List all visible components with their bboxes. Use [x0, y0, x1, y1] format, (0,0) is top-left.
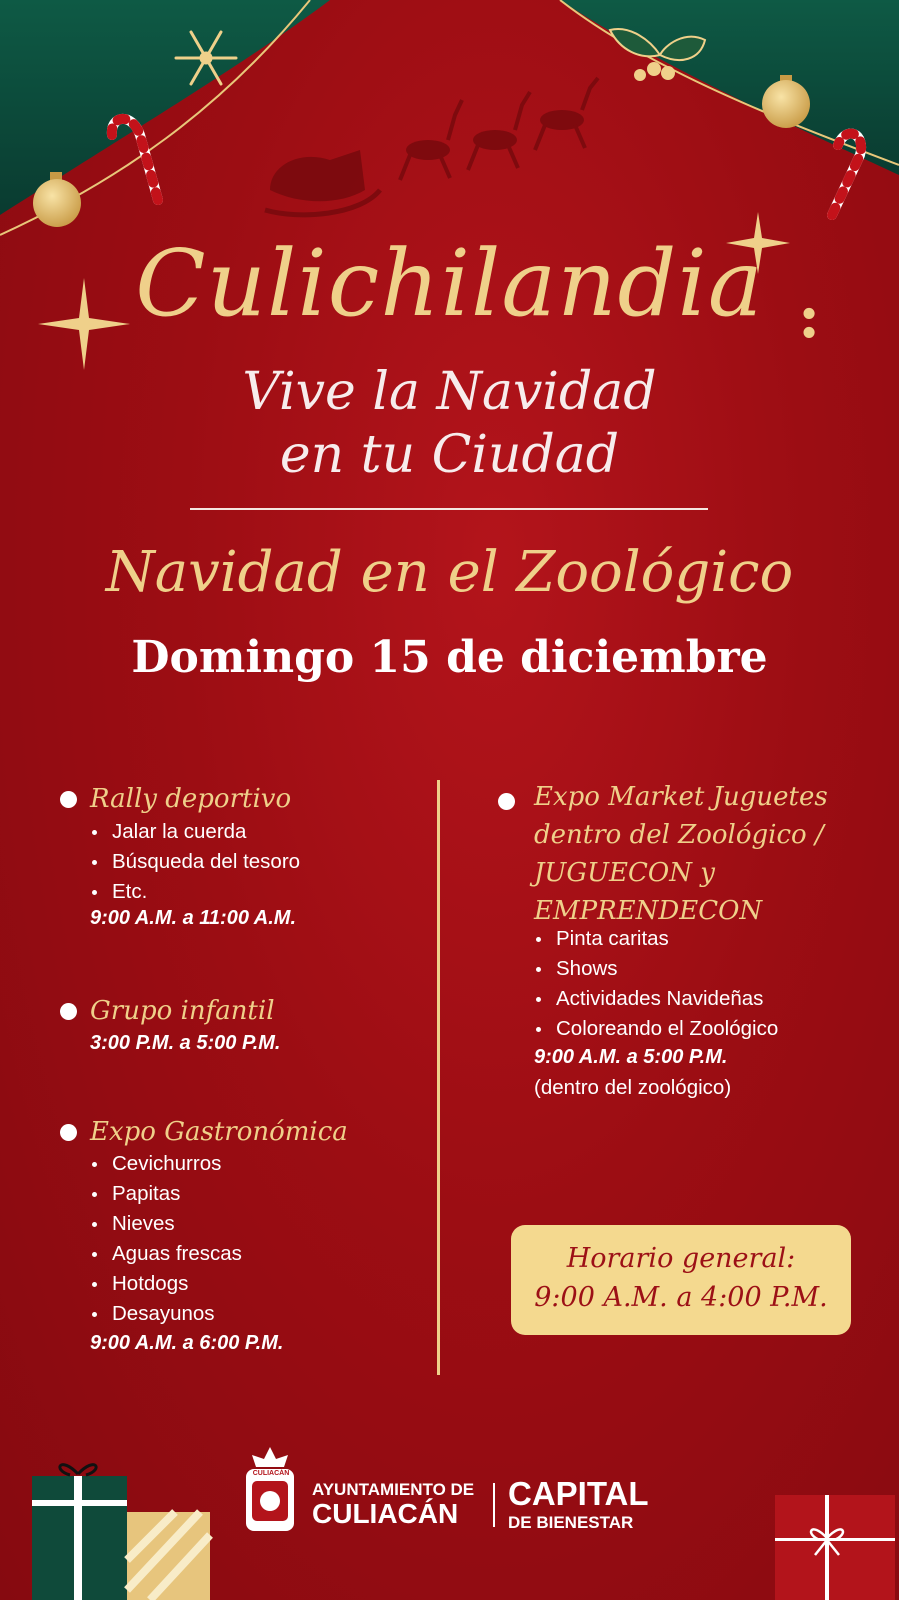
gift-box-right: [770, 1490, 899, 1600]
list-item: Actividades Navideñas: [534, 984, 778, 1014]
gift-boxes-left: [0, 1450, 220, 1600]
list-item: Pinta caritas: [534, 924, 778, 954]
expo-market-time: 9:00 A.M. a 5:00 P.M.: [534, 1046, 728, 1068]
section-bullet: [498, 793, 515, 810]
seal-text: CULIACÁN: [252, 1470, 290, 1477]
subtitle-line-2: en tu Ciudad: [279, 425, 620, 485]
header-divider: [190, 508, 708, 510]
list-item: Cevichurros: [90, 1149, 242, 1179]
general-schedule-time: 9:00 A.M. a 4:00 P.M.: [534, 1282, 828, 1313]
list-item: Shows: [534, 954, 778, 984]
general-schedule-box: [511, 1225, 851, 1335]
footer-logo: [240, 1445, 660, 1545]
list-item: Nieves: [90, 1209, 242, 1239]
section-title-expo-market: [534, 778, 828, 930]
event-title: Navidad en el Zoológico: [105, 540, 794, 605]
green-curtain-right: [560, 0, 899, 175]
city-seal-icon: [240, 1445, 300, 1535]
column-divider: [437, 780, 440, 1375]
list-item: Aguas frescas: [90, 1239, 242, 1269]
section-title-grupo-infantil: Grupo infantil: [90, 996, 275, 1026]
expo-market-title-line: EMPRENDECON: [534, 896, 763, 926]
list-item: Desayunos: [90, 1299, 242, 1329]
section-bullet: [60, 791, 77, 808]
section-bullet: [60, 1003, 77, 1020]
section-title-gastronomica: Expo Gastronómica: [90, 1117, 348, 1147]
title-colon: :: [798, 282, 821, 352]
subtitle-line-1: Vive la Navidad: [242, 362, 657, 422]
rally-time: 9:00 A.M. a 11:00 A.M.: [90, 907, 296, 929]
org-line-2: CULIACÁN: [312, 1498, 459, 1529]
event-date: Domingo 15 de diciembre: [131, 632, 768, 683]
grupo-infantil-time: 3:00 P.M. a 5:00 P.M.: [90, 1032, 281, 1054]
org-line-1: AYUNTAMIENTO DE: [312, 1480, 475, 1499]
gastronomica-time: 9:00 A.M. a 6:00 P.M.: [90, 1332, 284, 1354]
expo-market-note: (dentro del zoológico): [534, 1076, 732, 1099]
expo-market-list: [534, 924, 778, 1044]
list-item: Hotdogs: [90, 1269, 242, 1299]
gastronomica-list: [90, 1149, 242, 1329]
footer-divider: [493, 1483, 495, 1527]
slogan-line-1: CAPITAL: [508, 1475, 649, 1512]
main-title: [0, 230, 899, 337]
sleigh-silhouette: [265, 78, 598, 215]
section-title-rally: Rally deportivo: [90, 784, 292, 814]
list-item: Jalar la cuerda: [90, 817, 300, 847]
expo-market-title-line: dentro del Zoológico /: [534, 820, 824, 850]
list-item: Coloreando el Zoológico: [534, 1014, 778, 1044]
expo-market-title-line: Expo Market Juguetes: [534, 782, 828, 812]
slogan-line-2: DE BIENESTAR: [508, 1513, 634, 1532]
expo-market-title-line: JUGUECON y: [534, 858, 715, 888]
list-item: Etc.: [90, 877, 300, 907]
list-item: Papitas: [90, 1179, 242, 1209]
list-item: Búsqueda del tesoro: [90, 847, 300, 877]
section-bullet: [60, 1124, 77, 1141]
rally-activities-list: [90, 817, 300, 907]
main-title-text: Culichilandia: [135, 230, 764, 337]
general-schedule-label: Horario general:: [566, 1243, 796, 1274]
